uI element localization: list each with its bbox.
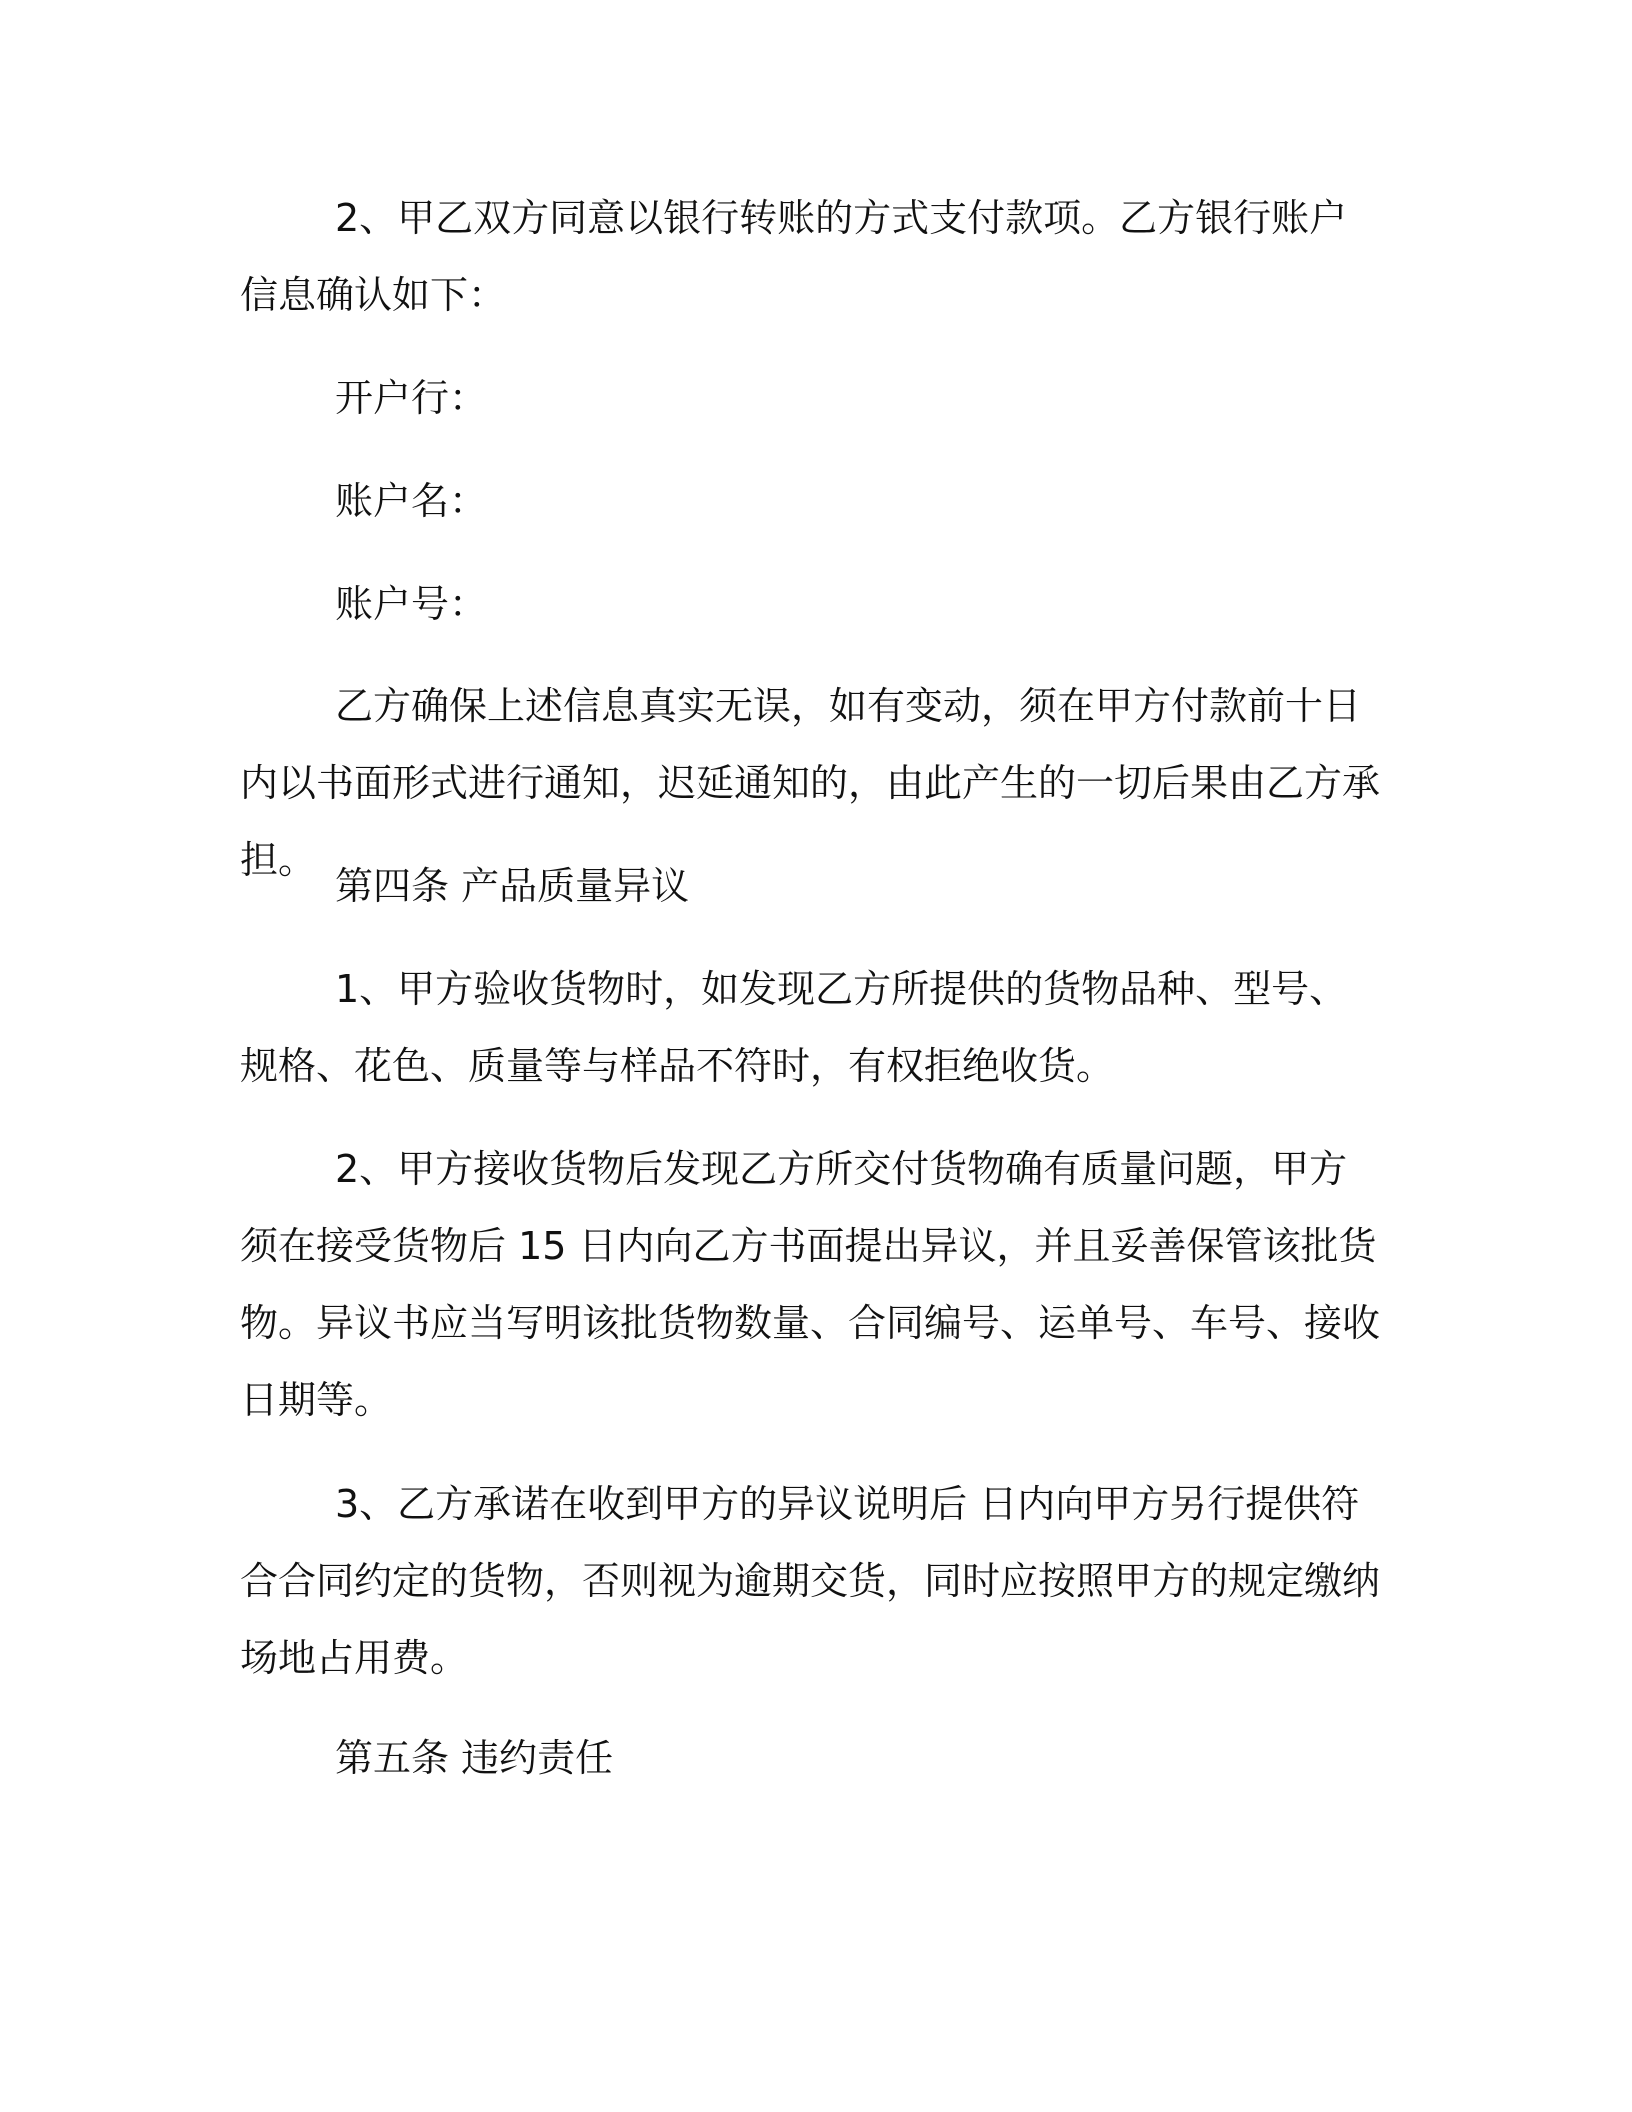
- paragraph-payment-method: 2、甲乙双方同意以银行转账的方式支付款项。乙方银行账户信息确认如下：: [240, 196, 1348, 317]
- paragraph-bank-name: 开户行：: [335, 376, 488, 420]
- paragraph-account-name: 账户名：: [335, 479, 488, 523]
- article-5-title: 第五条 违约责任: [335, 1736, 614, 1780]
- article-4-title: 第四条 产品质量异议: [335, 864, 690, 908]
- article-4-clause-2: 2、甲方接收货物后发现乙方所交付货物确有质量问题，甲方须在接受货物后 15 日内向乙方书面提出异议，并且妥善保管该批货物。异议书应当写明该批货物数量、合同编号、运单号、车号、接收日期等。: [240, 1147, 1381, 1422]
- paragraph-account-number: 账户号：: [335, 582, 488, 626]
- article-4-clause-1: 1、甲方验收货物时，如发现乙方所提供的货物品种、型号、规格、花色、质量等与样品不符时，有权拒绝收货。: [240, 967, 1348, 1088]
- paragraph-info-guarantee: 乙方确保上述信息真实无误，如有变动，须在甲方付款前十日内以书面形式进行通知，迟延通知的，由此产生的一切后果由乙方承担。: [240, 684, 1381, 882]
- article-4-clause-3: 3、乙方承诺在收到甲方的异议说明后 日内向甲方另行提供符合合同约定的货物，否则视为逾期交货，同时应按照甲方的规定缴纳场地占用费。: [240, 1482, 1381, 1680]
